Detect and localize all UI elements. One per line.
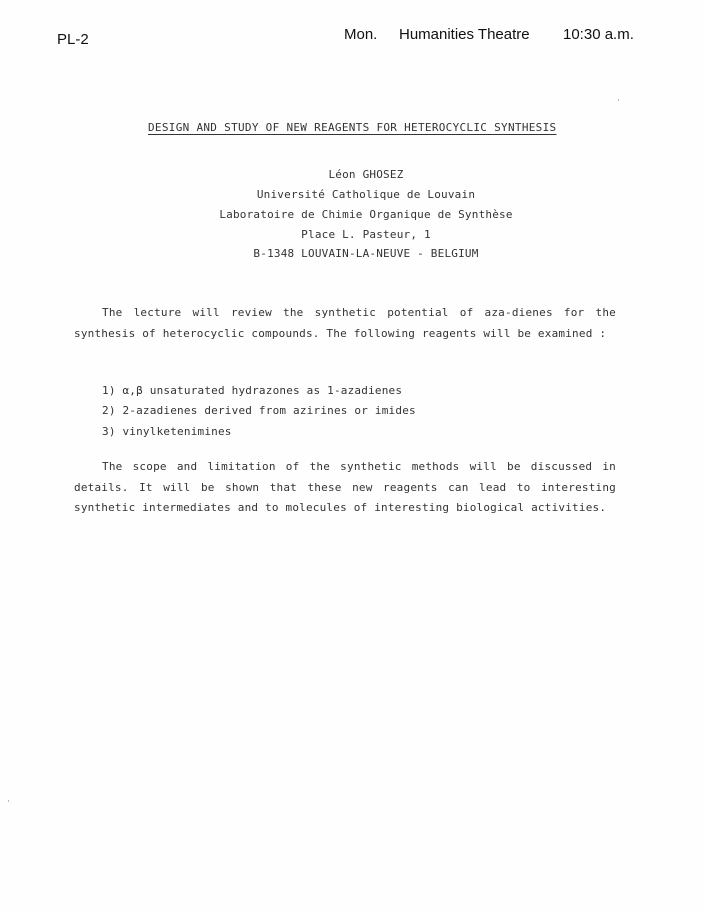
author-city: B-1348 LOUVAIN-LA-NEUVE - BELGIUM xyxy=(253,247,479,260)
session-code: PL-2 xyxy=(57,31,89,48)
scan-speck xyxy=(8,800,9,802)
reagent-item: 2) 2-azadienes derived from azirines or imides xyxy=(102,404,416,417)
author-street: Place L. Pasteur, 1 xyxy=(301,228,431,241)
session-time: 10:30 a.m. xyxy=(563,26,634,43)
intro-paragraph: The lecture will review the synthetic potential of aza-dienes for the synthesis of heterocyclic compounds. The following reagents will be examined : xyxy=(74,306,616,340)
author-laboratory: Laboratoire de Chimie Organique de Synthèse xyxy=(219,208,513,221)
scope-paragraph: The scope and limitation of the synthetic methods will be discussed in details. It will be shown that these new reagents can lead to interesting synthetic intermediates and to molecules of interesting biological activities. xyxy=(74,460,616,514)
abstract-title: DESIGN AND STUDY OF NEW REAGENTS FOR HETEROCYCLIC SYNTHESIS xyxy=(148,121,557,134)
author-university: Université Catholique de Louvain xyxy=(256,188,476,201)
author-name: Léon GHOSEZ xyxy=(328,168,404,181)
reagent-item: 1) α,β unsaturated hydrazones as 1-azadienes xyxy=(102,384,403,397)
session-venue: Humanities Theatre xyxy=(399,26,530,43)
session-day: Mon. xyxy=(344,26,378,43)
scan-speck xyxy=(618,99,619,101)
reagent-item: 3) vinylketenimines xyxy=(102,425,232,438)
